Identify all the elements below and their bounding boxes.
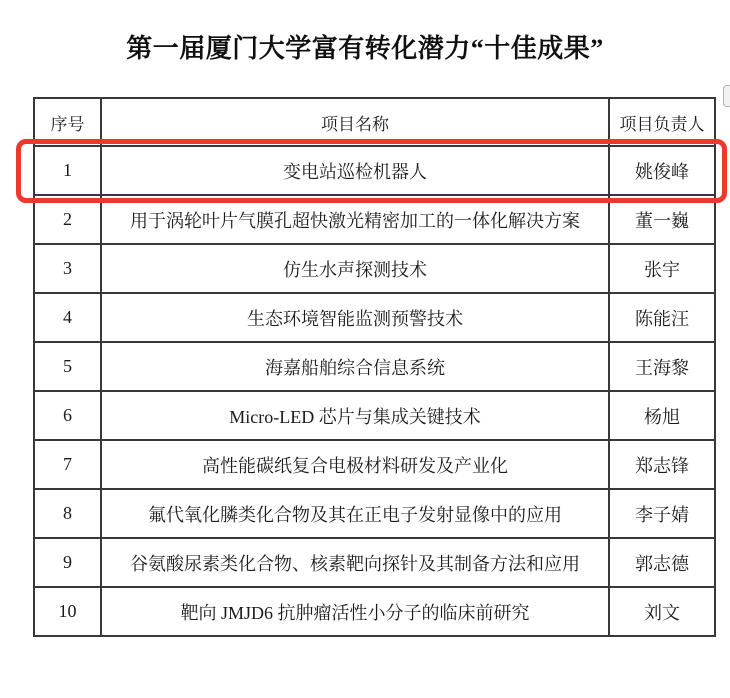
table-row: [34, 342, 715, 391]
project-leader-cell: 董一巍: [609, 195, 715, 244]
project-name-cell: 高性能碳纸复合电极材料研发及产业化: [101, 440, 609, 489]
project-name-cell: 谷氨酸尿素类化合物、核素靶向探针及其制备方法和应用: [101, 538, 609, 587]
table-row-highlighted: [34, 146, 715, 195]
page-title: 第一届厦门大学富有转化潜力“十佳成果”: [126, 34, 604, 63]
table-row: [34, 195, 715, 244]
project-leader-cell: 王海黎: [609, 342, 715, 391]
row-number-cell: 6: [34, 391, 101, 440]
project-name-cell: 仿生水声探测技术: [101, 244, 609, 293]
project-name-cell: 海嘉船舶综合信息系统: [101, 342, 609, 391]
row-number-cell: 8: [34, 489, 101, 538]
row-number-cell: 9: [34, 538, 101, 587]
project-name-cell: 变电站巡检机器人: [101, 146, 609, 195]
table-header-row: [34, 98, 715, 146]
header-leader: 项目负责人: [609, 98, 715, 146]
row-number-cell: 3: [34, 244, 101, 293]
project-leader-cell: 郑志锋: [609, 440, 715, 489]
results-table: [33, 97, 716, 637]
table-row: [34, 293, 715, 342]
row-number-cell: 7: [34, 440, 101, 489]
table-row: [34, 391, 715, 440]
header-no: 序号: [34, 98, 101, 146]
project-name-cell: Micro-LED 芯片与集成关键技术: [101, 391, 609, 440]
project-name-cell: 生态环境智能监测预警技术: [101, 293, 609, 342]
table-row: [34, 489, 715, 538]
row-number-cell: 2: [34, 195, 101, 244]
project-leader-cell: 姚俊峰: [609, 146, 715, 195]
table-row: [34, 538, 715, 587]
project-leader-cell: 陈能汪: [609, 293, 715, 342]
project-name-cell: 氟代氧化膦类化合物及其在正电子发射显像中的应用: [101, 489, 609, 538]
project-leader-cell: 李子婧: [609, 489, 715, 538]
row-number-cell: 5: [34, 342, 101, 391]
project-name-cell: 靶向 JMJD6 抗肿瘤活性小分子的临床前研究: [101, 587, 609, 636]
row-number-cell: 1: [34, 146, 101, 195]
project-leader-cell: 郭志德: [609, 538, 715, 587]
project-name-cell: 用于涡轮叶片气膜孔超快激光精密加工的一体化解决方案: [101, 195, 609, 244]
table-row: [34, 440, 715, 489]
row-number-cell: 4: [34, 293, 101, 342]
table-row: [34, 587, 715, 636]
row-number-cell: 10: [34, 587, 101, 636]
project-leader-cell: 张宇: [609, 244, 715, 293]
scrollbar-thumb[interactable]: [723, 85, 730, 107]
project-leader-cell: 杨旭: [609, 391, 715, 440]
project-leader-cell: 刘文: [609, 587, 715, 636]
table-row: [34, 244, 715, 293]
header-name: 项目名称: [101, 98, 609, 146]
